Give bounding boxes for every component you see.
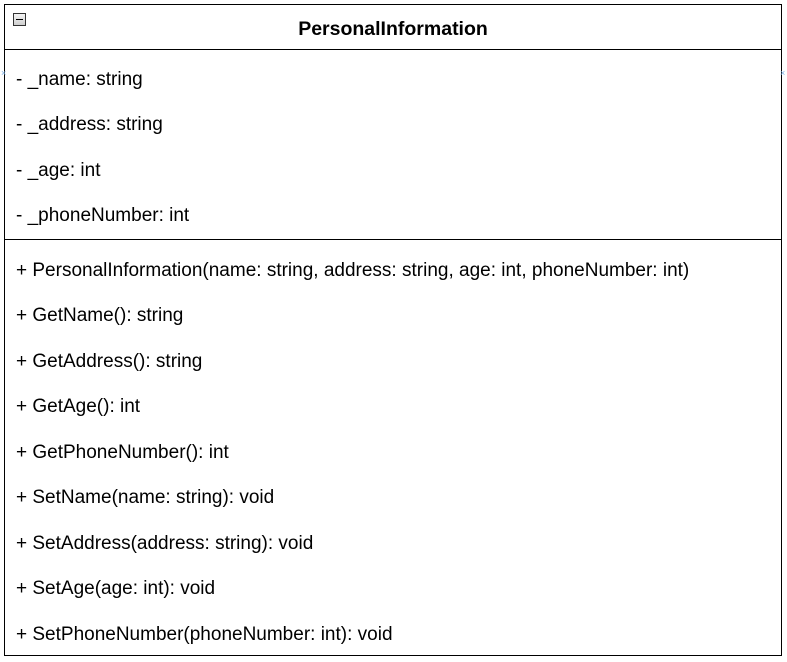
- operation-get-age[interactable]: + GetAge(): int: [16, 396, 141, 417]
- connection-point-icon[interactable]: ×: [1, 68, 7, 78]
- class-header: [5, 5, 781, 50]
- attribute-name[interactable]: - _name: string: [16, 69, 143, 90]
- operation-constructor[interactable]: + PersonalInformation(name: string, address: string, age: int, phoneNumber: int): [16, 260, 690, 281]
- uml-class-box[interactable]: [4, 4, 782, 656]
- attribute-address[interactable]: - _address: string: [16, 114, 163, 135]
- attribute-phone-number[interactable]: - _phoneNumber: int: [16, 205, 190, 226]
- operation-get-name[interactable]: + GetName(): string: [16, 305, 184, 326]
- operation-set-age[interactable]: + SetAge(age: int): void: [16, 578, 216, 599]
- operation-get-address[interactable]: + GetAddress(): string: [16, 351, 203, 372]
- connection-point-icon[interactable]: ×: [780, 68, 786, 78]
- operation-set-name[interactable]: + SetName(name: string): void: [16, 487, 275, 508]
- attributes-compartment: [5, 50, 781, 240]
- operation-get-phone-number[interactable]: + GetPhoneNumber(): int: [16, 442, 229, 463]
- attribute-age[interactable]: - _age: int: [16, 160, 101, 181]
- class-name[interactable]: PersonalInformation: [298, 18, 488, 40]
- operations-compartment: [5, 240, 781, 655]
- operation-set-address[interactable]: + SetAddress(address: string): void: [16, 533, 314, 554]
- operation-set-phone-number[interactable]: + SetPhoneNumber(phoneNumber: int): void: [16, 624, 393, 645]
